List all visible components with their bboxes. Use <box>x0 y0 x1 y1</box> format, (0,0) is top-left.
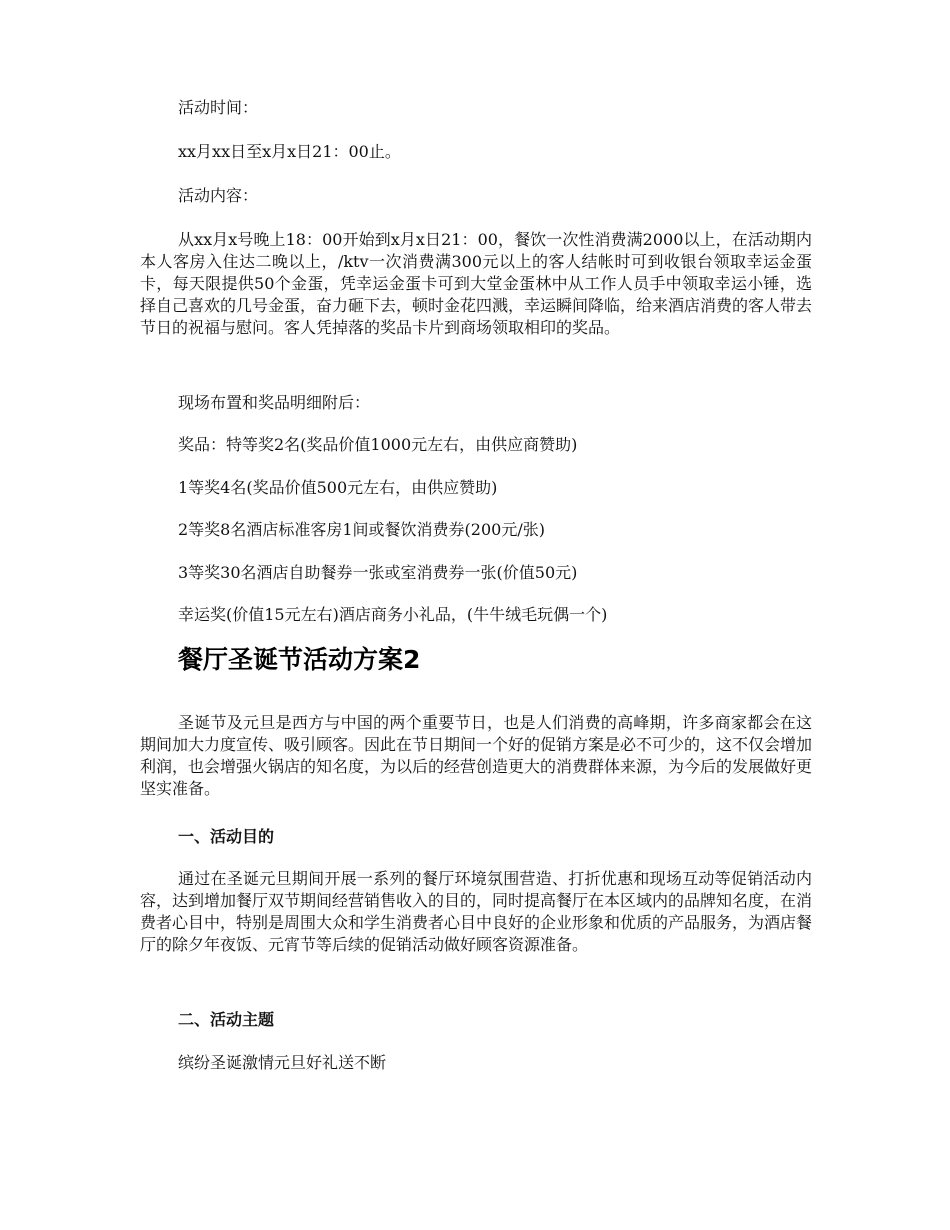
prize-line-special: 奖品：特等奖2名(奖品价值1000元左右，由供应商赞助) <box>178 435 578 454</box>
goal-heading: 一、活动目的 <box>178 827 275 846</box>
section-title: 餐厅圣诞节活动方案2 <box>178 645 421 674</box>
theme-heading: 二、活动主题 <box>178 1010 275 1029</box>
prize-line-third: 3等奖30名酒店自助餐券一张或室消费券一张(价值50元) <box>178 563 578 582</box>
intro-paragraph: 圣诞节及元旦是西方与中国的两个重要节日，也是人们消费的高峰期，许多商家都会在这期间加大力度宣传、吸引顾客。因此在节日期间一个好的促销方案是必不可少的，这不仅会增加利润，也会增强火锅店的知名度，为以后的经营创造更大的消费群体来源，为今后的发展做好更坚实准备。 <box>140 713 813 798</box>
layout-note: 现场布置和奖品明细附后： <box>178 393 371 412</box>
activity-content-label: 活动内容： <box>178 186 259 205</box>
theme-text: 缤纷圣诞激情元旦好礼送不断 <box>178 1053 387 1072</box>
activity-content-paragraph: 从xx月x号晚上18：00开始到x月x日21：00，餐饮一次性消费满2000以上，在活动期内本人客房入住达二晚以上，/ktv一次消费满300元以上的客人结帐时可到收银台领取幸运金蛋卡，每天限提供50个金蛋，凭幸运金蛋卡可到大堂金蛋林中从工作人员手中领取幸运小锤，选择自己喜欢的几号金蛋，奋力砸下去，顿时金花四溅，幸运瞬间降临，给来酒店消费的客人带去节日的祝福与慰问。客人凭掉落的奖品卡片到商场领取相印的奖品。 <box>140 230 813 337</box>
prize-line-second: 2等奖8名酒店标准客房1间或餐饮消费券(200元/张) <box>178 520 545 539</box>
goal-paragraph: 通过在圣诞元旦期间开展一系列的餐厅环境氛围营造、打折优惠和现场互动等促销活动内容，达到增加餐厅双节期间经营销售收入的目的，同时提高餐厅在本区域内的品牌知名度，在消费者心目中，特别是周围大众和学生消费者心目中良好的企业形象和优质的产品服务，为酒店餐厅的除夕年夜饭、元宵节等后续的促销活动做好顾客资源准备。 <box>140 869 813 954</box>
activity-time-label: 活动时间： <box>178 98 259 117</box>
prize-line-first: 1等奖4名(奖品价值500元左右，由供应赞助) <box>178 478 498 497</box>
prize-line-lucky: 幸运奖(价值15元左右)酒店商务小礼品，(牛牛绒毛玩偶一个) <box>178 605 608 624</box>
activity-time-value: xx月xx日至x月x日21：00止。 <box>178 142 401 161</box>
